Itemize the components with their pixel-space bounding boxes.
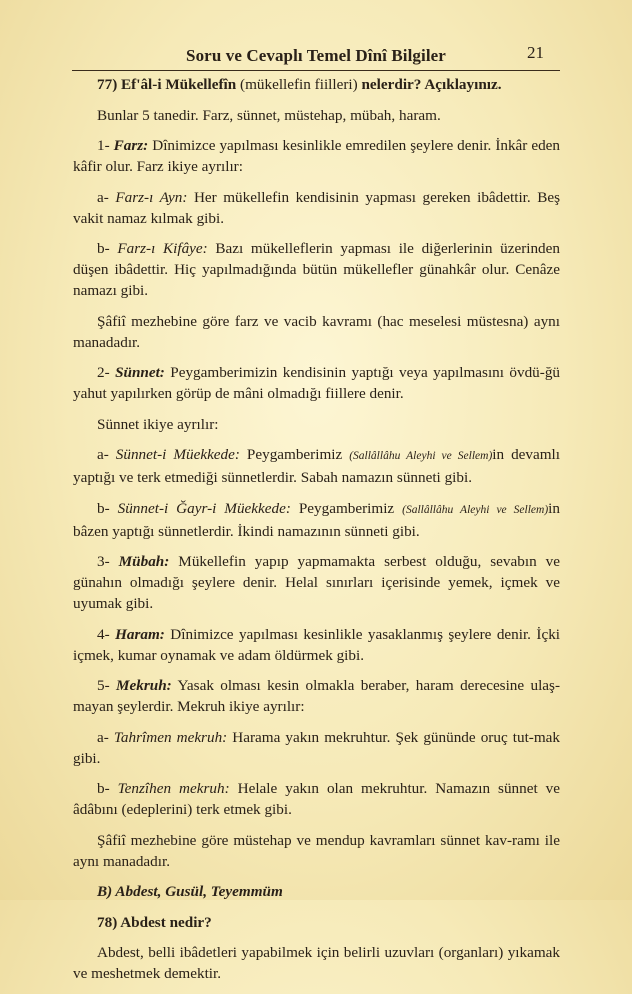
safii-note-2: Şâfiî mezhebine göre müstehap ve mendup kavramları sünnet kav-ramı ile aynı manadadır. [73, 831, 560, 870]
sunnet-paragraph [73, 362, 560, 404]
gayri-muekkede-pre: Peygamberimiz [290, 499, 403, 517]
haram-number: 4- [97, 625, 116, 643]
farz-term: Farz: [113, 137, 149, 154]
tahrimen-term: Tahrîmen mekruh: [113, 728, 228, 746]
mubah-term: Mübah: [118, 553, 170, 570]
page-number: 21 [527, 43, 544, 62]
sunnet-split-paragraph: Sünnet ikiye ayrılır: [97, 415, 219, 433]
farz-text: Dînimizce yapılması kesinlikle emredilen şeylere denir. İnkâr eden kâfir olur. Farz ikiye ayrılır: [73, 137, 561, 175]
farz-ayn-paragraph [73, 187, 560, 229]
gayri-muekkede-post: in bâzen yaptığı sünnetlerdir. İkindi namazının sünneti gibi. [73, 499, 560, 540]
farz-paragraph [73, 135, 560, 177]
gayri-muekkede-term: Sünnet-i Ğayr-i Müekkede: [117, 499, 291, 517]
tenzihen-text: Helale yakın olan mekruhtur. Namazın sünnet ve âdâbını (edeplerini) terk etmek gibi. [73, 780, 560, 818]
tenzihen-term: Tenzîhen mekruh: [117, 780, 230, 797]
muekkede-paragraph [73, 444, 560, 488]
salawat-phrase: (Sallâllâhu Aleyhi ve Sellem) [349, 450, 493, 462]
mekruh-term: Mekruh: [116, 677, 172, 694]
question-78: 78) Abdest nedir? [97, 913, 212, 931]
sunnet-term: Sünnet: [115, 364, 165, 381]
haram-text: Dînimizce yapılması kesinlikle yasaklanmış şeylere denir. İçki içmek, kumar oynamak ve adam öldürmek gibi. [73, 625, 561, 664]
muekkede-number: a- [97, 446, 116, 463]
mekruh-paragraph [73, 675, 560, 717]
farz-number: 1- [97, 137, 114, 154]
question-77-paren: (mükellefin fiilleri) [240, 76, 358, 93]
gayri-muekkede-paragraph [73, 498, 560, 542]
intro-paragraph: Bunlar 5 tanedir. Farz, sünnet, müstehap, mübah, haram. [97, 106, 441, 124]
tahrimen-number: a- [97, 728, 114, 746]
farz-kifaye-text: Bazı mükelleflerin yapması ile diğerlerinin üzerinden düşen ibâdettir. Hiç yapılmadığında bütün mükellefler günahkâr olur. Cenâze namazı gibi. [73, 240, 560, 299]
abdest-paragraph: Abdest, belli ibâdetleri yapabilmek için belirli uzuvları (organları) yıkamak ve meshetmek demektir. [73, 944, 560, 982]
farz-kifaye-paragraph [73, 238, 560, 301]
mekruh-text: Yasak olması kesin olmakla beraber, haram derecesine ulaş-mayan şeylerdir. Mekruh ikiye ayrılır: [73, 677, 561, 715]
mubah-number: 3- [97, 553, 119, 570]
haram-paragraph [73, 624, 560, 666]
sunnet-number: 2- [97, 364, 116, 381]
gayri-muekkede-number: b- [97, 499, 118, 517]
tahrimen-paragraph [73, 727, 560, 769]
page-body [73, 74, 560, 994]
muekkede-post: in devamlı yaptığı ve terk etmediği sünnetlerdir. Sabah namazın sünneti gibi. [73, 446, 560, 486]
salawat-phrase: (Sallâllâhu Aleyhi ve Sellem) [402, 503, 549, 516]
farz-ayn-number: a- [97, 188, 116, 206]
safii-note-1: Şâfiî mezhebine göre farz ve vacib kavramı (hac meselesi müstesna) aynı manadadır. [73, 312, 560, 351]
page-header [72, 40, 560, 71]
mubah-text: Mükellefin yapıp yapmamakta serbest olduğu, sevabın ve günahın olmadığı şeylere denir. Helal sınırları içerisinde yemek, içmek ve uyumak gibi. [73, 553, 561, 612]
question-77 [73, 74, 560, 95]
mubah-paragraph [73, 551, 560, 614]
muekkede-term: Sünnet-i Müekkede: [115, 446, 240, 463]
tenzihen-paragraph [73, 778, 560, 820]
tenzihen-number: b- [97, 780, 118, 797]
question-77-suffix: nelerdir? Açıklayınız. [357, 76, 502, 93]
sunnet-text: Peygamberimizin kendisinin yaptığı veya yapılmasını övdü-ğü yahut yapılırken görüp de mâni olmadığı fiillere denir. [73, 364, 561, 402]
farz-kifaye-number: b- [97, 240, 118, 257]
tahrimen-text: Harama yakın mekruhtur. Şek gününde oruç tut-mak gibi. [73, 728, 560, 767]
running-title: Soru ve Cevaplı Temel Dînî Bilgiler [186, 46, 446, 65]
muekkede-pre: Peygamberimiz [239, 446, 350, 463]
farz-kifaye-term: Farz-ı Kifâye: [117, 240, 208, 257]
farz-ayn-text: Her mükellefin kendisinin yapması gereken ibâdettir. Beş vakit namaz kılmak gibi. [73, 188, 560, 227]
farz-ayn-term: Farz-ı Ayn: [115, 188, 188, 206]
haram-term: Haram: [115, 625, 165, 643]
mekruh-number: 5- [97, 677, 116, 694]
question-77-prefix: 77) Ef'âl-i Mükellefîn [97, 76, 241, 93]
section-heading-b: B) Abdest, Gusül, Teyemmüm [97, 883, 283, 900]
